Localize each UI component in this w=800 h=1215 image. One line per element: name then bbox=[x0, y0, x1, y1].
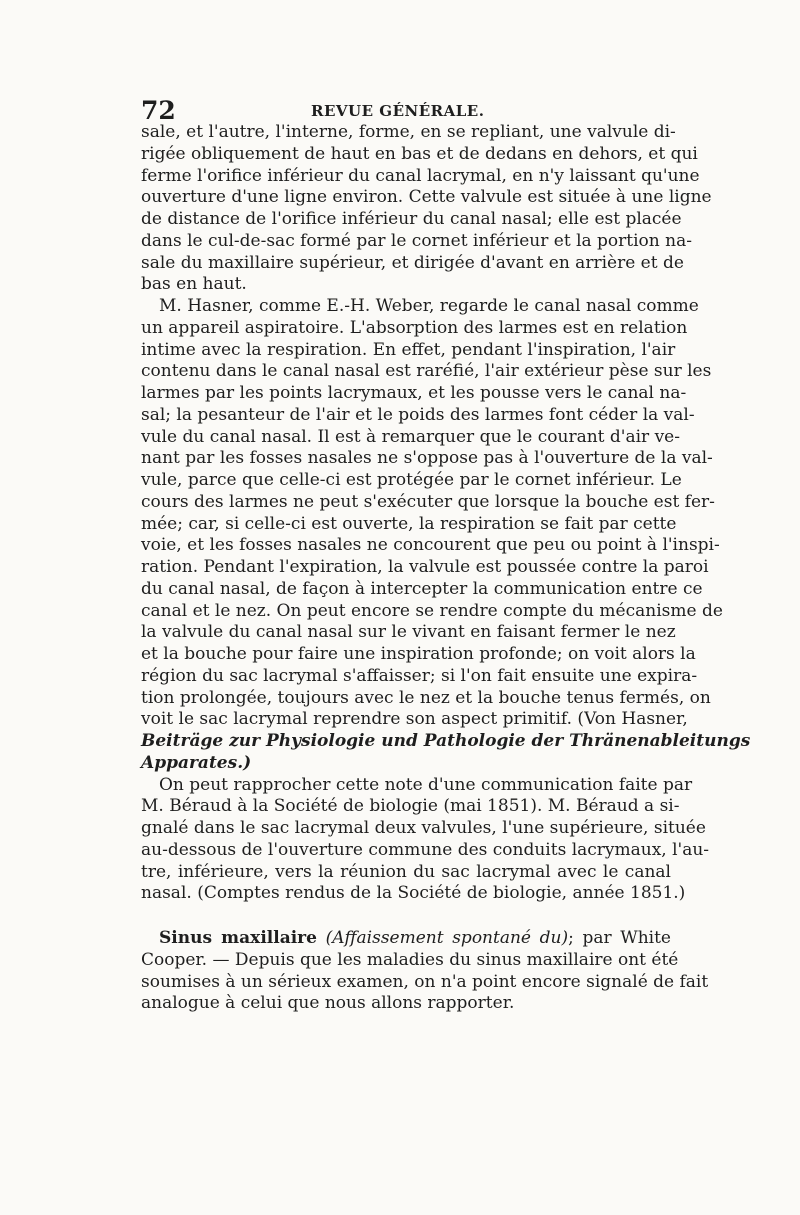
text-line: dans le cul-de-sac formé par le cornet inférieur et la portion na- bbox=[141, 230, 692, 251]
text-line: vule du canal nasal. Il est à remarquer que le courant d'air ve- bbox=[141, 426, 680, 447]
text-line: nasal. (Comptes rendus de la Société de biologie, année 1851.) bbox=[141, 883, 686, 904]
text-line: analogue à celui que nous allons rapporter. bbox=[141, 993, 515, 1014]
citation-line: Apparates.) bbox=[141, 752, 252, 773]
text-line: M. Béraud à la Société de biologie (mai 1851). M. Béraud a si- bbox=[141, 796, 680, 817]
text-line: M. Hasner, comme E.-H. Weber, regarde le canal nasal comme bbox=[159, 296, 699, 316]
section-author: ; par White bbox=[568, 928, 671, 948]
text-line: ouverture d'une ligne environ. Cette valvule est située à une ligne bbox=[141, 187, 712, 208]
text-line: tre, inférieure, vers la réunion du sac lacrymal avec le canal bbox=[141, 861, 671, 882]
text-line: ferme l'orifice inférieur du canal lacrymal, en n'y laissant qu'une bbox=[141, 165, 700, 186]
text-line: voit le sac lacrymal reprendre son aspect primitif. (Von Hasner, bbox=[141, 709, 688, 730]
text-line: larmes par les points lacrymaux, et les pousse vers le canal na- bbox=[141, 383, 687, 403]
text-line: bas en haut. bbox=[141, 274, 247, 295]
section-subtitle: (Affaissement spontané du) bbox=[325, 928, 569, 948]
text-line: sal; la pesanteur de l'air et le poids des larmes font céder la val- bbox=[141, 404, 695, 425]
text-line: la valvule du canal nasal sur le vivant en faisant fermer le nez bbox=[141, 622, 676, 643]
section-heading-line bbox=[141, 928, 671, 950]
text-line: un appareil aspiratoire. L'absorption des larmes est en relation bbox=[141, 317, 688, 338]
text-line: cours des larmes ne peut s'exécuter que lorsque la bouche est fer- bbox=[141, 491, 715, 512]
text-line: de distance de l'orifice inférieur du canal nasal; elle est placée bbox=[141, 209, 682, 229]
body-text bbox=[141, 122, 751, 1015]
text-line: sale du maxillaire supérieur, et dirigée d'avant en arrière et de bbox=[141, 252, 684, 273]
text-line: canal et le nez. On peut encore se rendre compte du mécanisme de bbox=[141, 600, 723, 621]
page-number: 72 bbox=[141, 96, 176, 125]
text-line: gnalé dans le sac lacrymal deux valvules, l'une supérieure, située bbox=[141, 818, 706, 838]
text-line: vule, parce que celle-ci est protégée par le cornet inférieur. Le bbox=[141, 470, 682, 490]
text-line: Cooper. — Depuis que les maladies du sinus maxillaire ont été bbox=[141, 949, 679, 970]
text-line: ration. Pendant l'expiration, la valvule est poussée contre la paroi bbox=[141, 557, 709, 577]
text-line: intime avec la respiration. En effet, pendant l'inspiration, l'air bbox=[141, 339, 676, 360]
section-gap bbox=[141, 905, 671, 928]
text-line: On peut rapprocher cette note d'une communication faite par bbox=[159, 774, 693, 795]
text-line: mée; car, si celle-ci est ouverte, la respiration se fait par cette bbox=[141, 513, 677, 534]
text-line: région du sac lacrymal s'affaisser; si l'on fait ensuite une expira- bbox=[141, 665, 698, 686]
text-line: sale, et l'autre, l'interne, forme, en se repliant, une valvule di- bbox=[141, 122, 676, 142]
text-line: contenu dans le canal nasal est raréfié, l'air extérieur pèse sur les bbox=[141, 361, 712, 382]
text-line: au-dessous de l'ouverture commune des conduits lacrymaux, l'au- bbox=[141, 839, 710, 860]
text-line: voie, et les fosses nasales ne concourent que peu ou point à l'inspi- bbox=[141, 535, 720, 556]
text-line: rigée obliquement de haut en bas et de dedans en dehors, et qui bbox=[141, 143, 698, 164]
text-line: et la bouche pour faire une inspiration profonde; on voit alors la bbox=[141, 644, 696, 664]
text-line: tion prolongée, toujours avec le nez et la bouche tenus fermés, on bbox=[141, 687, 711, 708]
text-line: du canal nasal, de façon à intercepter la communication entre ce bbox=[141, 578, 703, 599]
text-line: nant par les fosses nasales ne s'oppose pas à l'ouverture de la val- bbox=[141, 448, 713, 469]
running-title: REVUE GÉNÉRALE. bbox=[311, 102, 485, 120]
text-line: soumises à un sérieux examen, on n'a point encore signalé de fait bbox=[141, 971, 709, 992]
section-title: Sinus maxillaire bbox=[159, 928, 317, 948]
citation-line: Beiträge zur Physiologie und Pathologie der Thränenableitungs bbox=[141, 731, 751, 751]
